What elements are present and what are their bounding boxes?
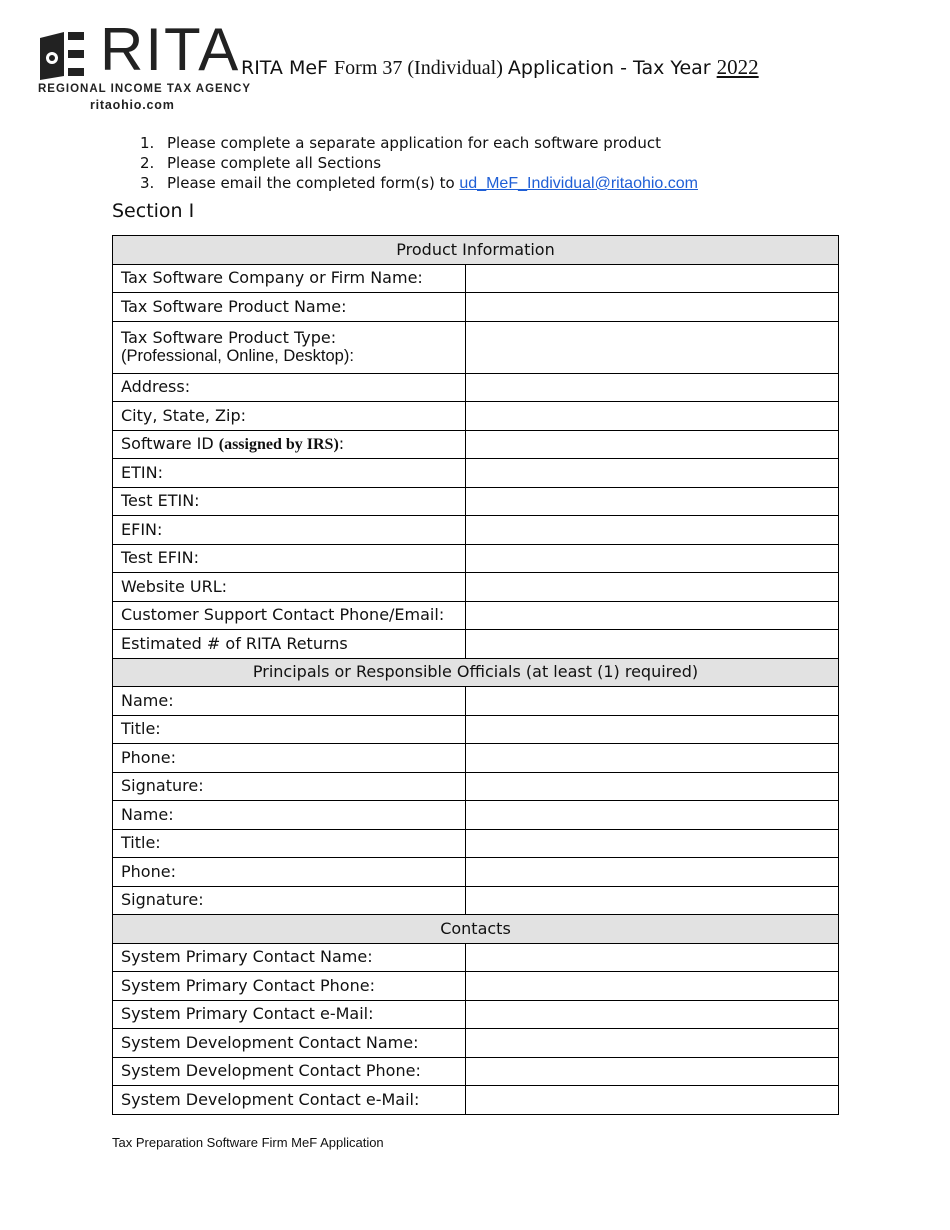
dev-contact-name-label: System Development Contact Name:	[113, 1029, 466, 1058]
principal-title-field[interactable]	[466, 715, 839, 744]
dev-contact-email-field[interactable]	[466, 1086, 839, 1115]
principal-signature-field[interactable]	[466, 772, 839, 801]
address-field[interactable]	[466, 373, 839, 402]
etin-label: ETIN:	[113, 459, 466, 488]
title-form-number: Form 37 (Individual)	[334, 57, 508, 79]
primary-contact-phone-field[interactable]	[466, 972, 839, 1001]
instruction-item: 2. Please complete all Sections	[140, 154, 382, 172]
test-etin-field[interactable]	[466, 487, 839, 516]
principal-signature-field[interactable]	[466, 886, 839, 915]
efin-field[interactable]	[466, 516, 839, 545]
page-footer: Tax Preparation Software Firm MeF Application	[112, 1135, 384, 1150]
principal-name-label: Name:	[113, 687, 466, 716]
website-url-label: Website URL:	[113, 573, 466, 602]
etin-field[interactable]	[466, 459, 839, 488]
principal-name-label: Name:	[113, 801, 466, 830]
product-type-label: Tax Software Product Type: (Professional, Online, Desktop):	[113, 321, 466, 373]
principal-signature-label: Signature:	[113, 886, 466, 915]
principal-signature-label: Signature:	[113, 772, 466, 801]
primary-contact-email-field[interactable]	[466, 1000, 839, 1029]
email-link[interactable]: ud_MeF_Individual@ritaohio.com	[459, 175, 698, 192]
title-tax-year: 2022	[716, 55, 759, 79]
principal-phone-field[interactable]	[466, 858, 839, 887]
logo-wordmark: RITA	[100, 16, 241, 83]
product-type-field[interactable]	[466, 321, 839, 373]
instruction-item: 3. Please email the completed form(s) to ud_MeF_Individual@ritaohio.com	[140, 174, 698, 192]
rita-logo	[38, 16, 251, 116]
dev-contact-email-label: System Development Contact e-Mail:	[113, 1086, 466, 1115]
dev-contact-phone-field[interactable]	[466, 1057, 839, 1086]
software-id-label: Software ID (assigned by IRS):	[113, 430, 466, 459]
principal-title-field[interactable]	[466, 829, 839, 858]
product-name-label: Tax Software Product Name:	[113, 293, 466, 322]
efin-label: EFIN:	[113, 516, 466, 545]
company-name-field[interactable]	[466, 264, 839, 293]
product-information-heading: Product Information	[113, 236, 839, 265]
principal-title-label: Title:	[113, 715, 466, 744]
primary-contact-name-label: System Primary Contact Name:	[113, 943, 466, 972]
title-application: Application - Tax Year	[507, 57, 717, 79]
test-efin-label: Test EFIN:	[113, 544, 466, 573]
book-icon	[40, 28, 90, 80]
company-name-label: Tax Software Company or Firm Name:	[113, 264, 466, 293]
test-efin-field[interactable]	[466, 544, 839, 573]
instruction-item: 1. Please complete a separate application for each software product	[140, 134, 661, 152]
software-id-field[interactable]	[466, 430, 839, 459]
estimated-returns-label: Estimated # of RITA Returns	[113, 630, 466, 659]
city-state-zip-label: City, State, Zip:	[113, 402, 466, 431]
logo-agency-name: REGIONAL INCOME TAX AGENCY	[38, 83, 251, 95]
primary-contact-email-label: System Primary Contact e-Mail:	[113, 1000, 466, 1029]
primary-contact-name-field[interactable]	[466, 943, 839, 972]
address-label: Address:	[113, 373, 466, 402]
principal-name-field[interactable]	[466, 801, 839, 830]
dev-contact-phone-label: System Development Contact Phone:	[113, 1057, 466, 1086]
application-form-table	[112, 235, 839, 1115]
principal-title-label: Title:	[113, 829, 466, 858]
dev-contact-name-field[interactable]	[466, 1029, 839, 1058]
principal-phone-label: Phone:	[113, 744, 466, 773]
principals-heading: Principals or Responsible Officials (at least (1) required)	[113, 658, 839, 687]
section-title: Section I	[112, 200, 195, 222]
estimated-returns-field[interactable]	[466, 630, 839, 659]
website-url-field[interactable]	[466, 573, 839, 602]
contacts-heading: Contacts	[113, 915, 839, 944]
principal-phone-label: Phone:	[113, 858, 466, 887]
test-etin-label: Test ETIN:	[113, 487, 466, 516]
instructions-list	[140, 133, 698, 193]
city-state-zip-field[interactable]	[466, 402, 839, 431]
principal-name-field[interactable]	[466, 687, 839, 716]
support-contact-field[interactable]	[466, 601, 839, 630]
title-rita-mef: RITA MeF	[241, 57, 335, 79]
principal-phone-field[interactable]	[466, 744, 839, 773]
logo-website: ritaohio.com	[90, 98, 175, 112]
support-contact-label: Customer Support Contact Phone/Email:	[113, 601, 466, 630]
primary-contact-phone-label: System Primary Contact Phone:	[113, 972, 466, 1001]
product-name-field[interactable]	[466, 293, 839, 322]
page-title	[241, 55, 759, 80]
